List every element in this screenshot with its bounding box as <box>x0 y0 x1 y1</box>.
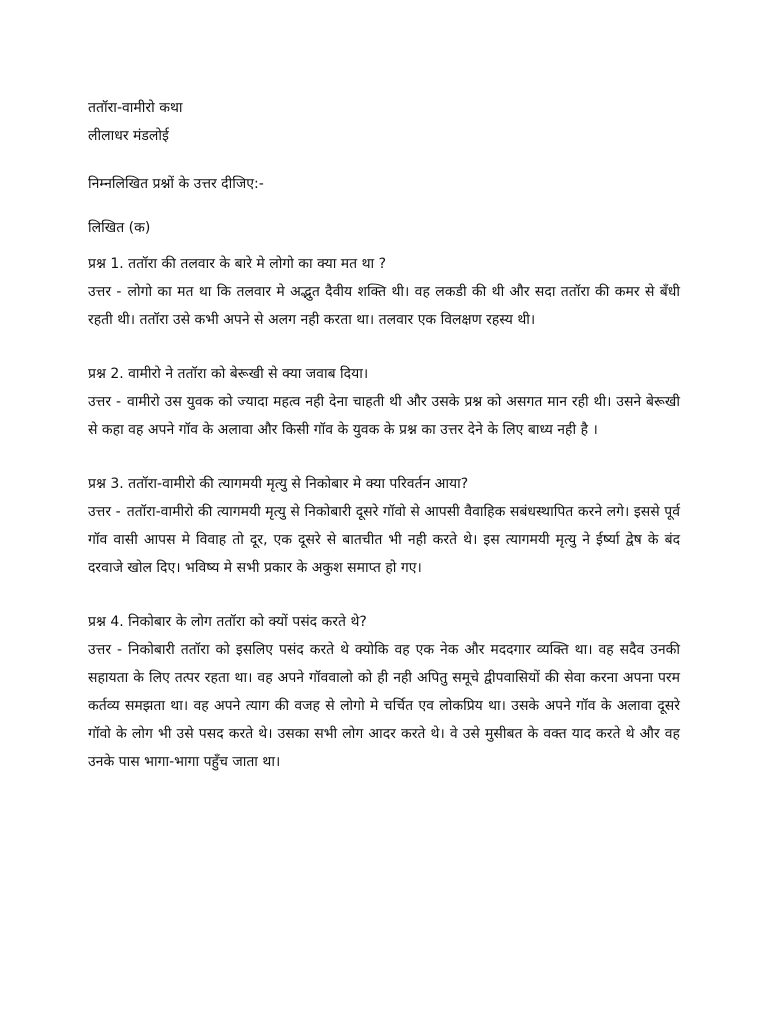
answer-text <box>88 278 680 334</box>
answer-body: वामीरो उस युवक को ज्यादा महत्व नही देना चाहती थी और उसके प्रश्न को असगत मान रही थी। उसने बेरूखी से कहा वह अपने गॉव के अलावा और किसी गॉव के युवक के प्रश्न का उत्तर देने के लिए बाध्य नही है । <box>88 394 681 438</box>
question-text: प्रश्न 1. ततॉरा की तलवार के बारे मे लोगो का क्या मत था ? <box>88 256 387 272</box>
spacer <box>88 198 680 214</box>
answer-text <box>88 388 680 444</box>
answer-label: उत्तर - <box>88 284 122 300</box>
qa-block-2 <box>88 360 680 444</box>
question-text: प्रश्न 2. वामीरो ने ततॉरा को बेरूखी से क्या जवाब दिया। <box>88 366 369 382</box>
qa-block-3 <box>88 470 680 582</box>
qa-block-1 <box>88 250 680 334</box>
qa-block-4 <box>88 608 680 776</box>
document-author: लीलाधर मंडलोई <box>88 128 169 144</box>
instruction-text: निम्नलिखित प्रश्नों के उत्तर दीजिए:- <box>88 176 264 192</box>
answer-body: निकोबारी ततॉरा को इसलिए पसंद करते थे क्योकि वह एक नेक और मददगार व्यक्ति था। वह सदैव उनकी सहायता के लिए तत्पर रहता था। वह अपने गॉववालो को ही नही अपितु समूचे द्वीपवासियों की सेवा करना अपना परम कर्तव्य समझता था। वह अपने त्याग की वजह से लोगो मे चर्चित एव लोकप्रिय था। उसके अपने गॉव के अलावा दूसरे गॉवो के लोग भी उसे पसद करते थे। उसका सभी लोग आदर करते थे। वे उसे मुसीबत के वक्त याद करते थे और वह उनके पास भागा-भागा पहुँच जाता था। <box>88 642 681 770</box>
spacer <box>88 444 680 470</box>
spacer <box>88 334 680 360</box>
answer-text <box>88 498 680 582</box>
answer-label: उत्तर - <box>88 394 122 410</box>
question-text: प्रश्न 3. ततॉरा-वामीरो की त्यागमयी मृत्यु से निकोबार मे क्या परिवर्तन आया? <box>88 476 469 492</box>
document-page <box>88 94 680 776</box>
spacer <box>88 242 680 250</box>
document-title: ततॉरा-वामीरो कथा <box>88 100 183 116</box>
spacer <box>88 150 680 170</box>
answer-body: ततॉरा-वामीरो की त्यागमयी मृत्यु से निकोबारी दूसरे गॉवो से आपसी वैवाहिक सबंधस्थापित करने लगे। इससे पूर्व गॉव वासी आपस मे विवाह तो दूर, एक दूसरे से बातचीत भी नही करते थे। इस त्यागमयी मृत्यु ने ईर्ष्या द्वेष के बंद दरवाजे खोल दिए। भविष्य मे सभी प्रकार के अकुश समाप्त हो गए। <box>88 504 680 576</box>
spacer <box>88 582 680 608</box>
answer-text <box>88 636 680 776</box>
section-heading: लिखित (क) <box>88 220 151 236</box>
answer-body: लोगो का मत था कि तलवार मे अद्भुत दैवीय शक्ति थी। वह लकडी की थी और सदा ततॉरा की कमर से बँधी रहती थी। ततॉरा उसे कभी अपने से अलग नही करता था। तलवार एक विलक्षण रहस्य थी। <box>88 284 680 328</box>
answer-label: उत्तर - <box>88 504 121 520</box>
answer-label: उत्तर - <box>88 642 123 658</box>
question-text: प्रश्न 4. निकोबार के लोग ततॉरा को क्यों पसंद करते थे? <box>88 614 367 630</box>
